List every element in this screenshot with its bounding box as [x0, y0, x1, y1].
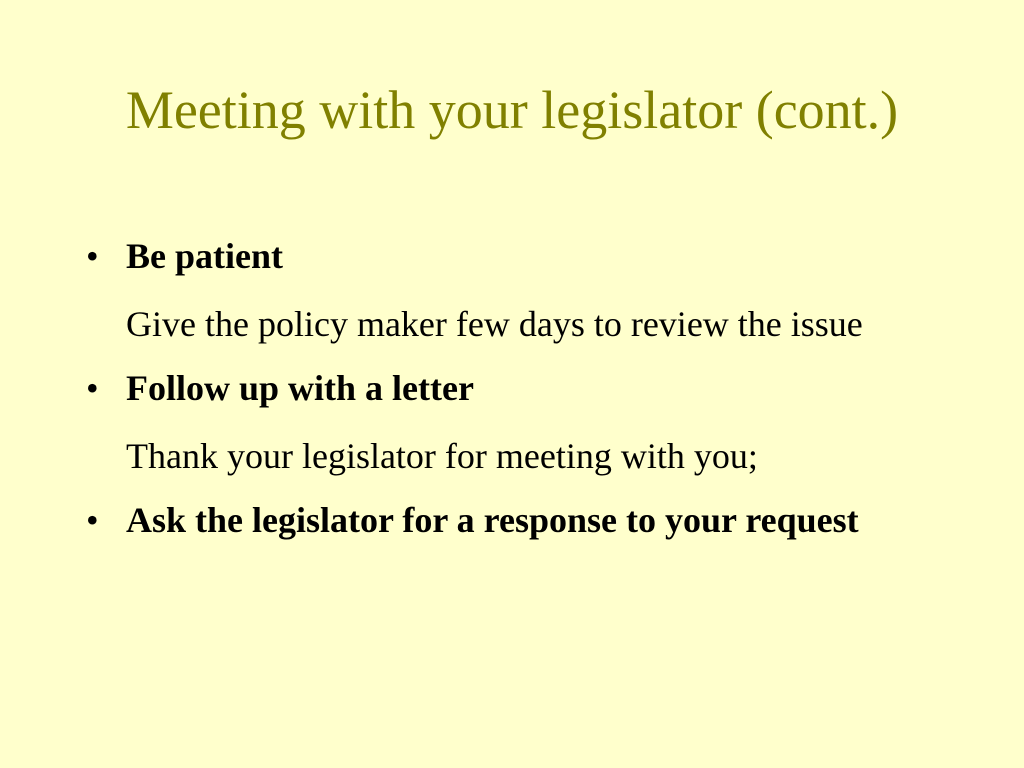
bullet-detail: Thank your legislator for meeting with you;: [126, 436, 758, 476]
bullet-heading: Ask the legislator for a response to your request: [126, 500, 859, 540]
bullet-item-ask-response: [86, 496, 926, 544]
bullet-icon: •: [86, 500, 99, 540]
bullet-item-be-patient: [86, 232, 926, 280]
bullet-item-follow-up: [86, 364, 926, 412]
bullet-heading: Be patient: [126, 236, 283, 276]
slide-title: Meeting with your legislator (cont.): [125, 80, 899, 140]
bullet-icon: •: [86, 368, 99, 408]
bullet-icon: •: [86, 236, 99, 276]
bullet-heading: Follow up with a letter: [126, 368, 474, 408]
bullet-detail: Give the policy maker few days to review the issue: [126, 304, 863, 344]
bullet-list: [86, 232, 926, 544]
